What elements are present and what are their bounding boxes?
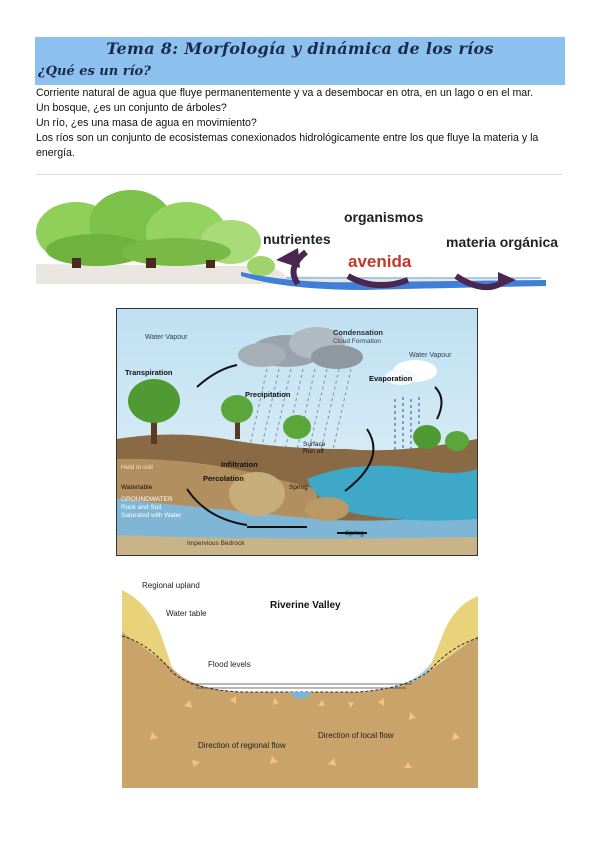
arrow-left-head [276,248,300,268]
label-evaporation: Evaporation [369,374,413,383]
label-local-flow: Direction of local flow [318,731,394,740]
riverine-valley-svg [122,572,478,788]
title-banner [35,37,565,85]
divider [36,174,562,175]
label-regional-flow: Direction of regional flow [198,741,286,750]
label-precipitation: Precipitation [245,390,291,399]
label-rock-soil: Rock and Soil [121,504,162,511]
label-transpiration: Transpiration [125,368,173,377]
river-ecosystem-figure [36,180,564,300]
label-runoff: Run off [303,448,324,455]
label-avenida: avenida [348,252,412,271]
forest-trees [36,190,275,276]
paragraph-ecosystems: Los ríos son un conjunto de ecosistemas conexionados hidrológicamente entre los que fluye la materia y la energía. [36,132,539,159]
label-water-table: Water table [166,609,207,618]
label-regional-upland: Regional upland [142,581,200,590]
water-cycle-svg [117,309,477,555]
label-impervious-bedrock: Impervious Bedrock [187,540,245,547]
label-flood-levels: Flood levels [208,660,251,669]
label-water-vapour-right: Water Vapour [409,352,452,359]
label-percolation: Percolation [203,474,244,483]
section-heading: ¿Qué es un río? [38,64,151,79]
label-surface: Surface [303,441,326,448]
label-infiltration: Infiltration [221,460,258,469]
label-held-in-soil: Held in soil [121,464,153,471]
rock-spring [305,497,349,521]
paragraph-question-river: Un río, ¿es una masa de agua en movimiento? [36,117,257,129]
valley-figure-title: Riverine Valley [270,600,341,611]
label-water-vapour-left: Water Vapour [145,334,188,341]
label-nutrientes: nutrientes [263,231,331,247]
label-materia-organica: materia orgánica [446,234,559,250]
label-saturated: Saturated with Water [121,512,182,519]
label-condensation: Condensation [333,328,383,337]
intro-text [36,86,564,161]
riverine-valley-figure [122,572,478,788]
label-spring-lower: Spring [345,530,364,537]
label-groundwater: GROUNDWATER [121,496,173,503]
label-spring-upper: Spring [289,484,308,491]
label-cloud-formation: Cloud Formation [333,338,382,345]
page-title: Tema 8: Morfología y dinámica de los ríos [106,39,494,58]
label-watertable: Watertable [121,484,153,491]
paragraph-question-forest: Un bosque, ¿es un conjunto de árboles? [36,102,227,114]
label-organismos: organismos [344,209,424,225]
paragraph-definition: Corriente natural de agua que fluye permanentemente y va a desembocar en otra, en un lago o en el mar. [36,87,534,99]
water-cycle-figure [116,308,478,556]
